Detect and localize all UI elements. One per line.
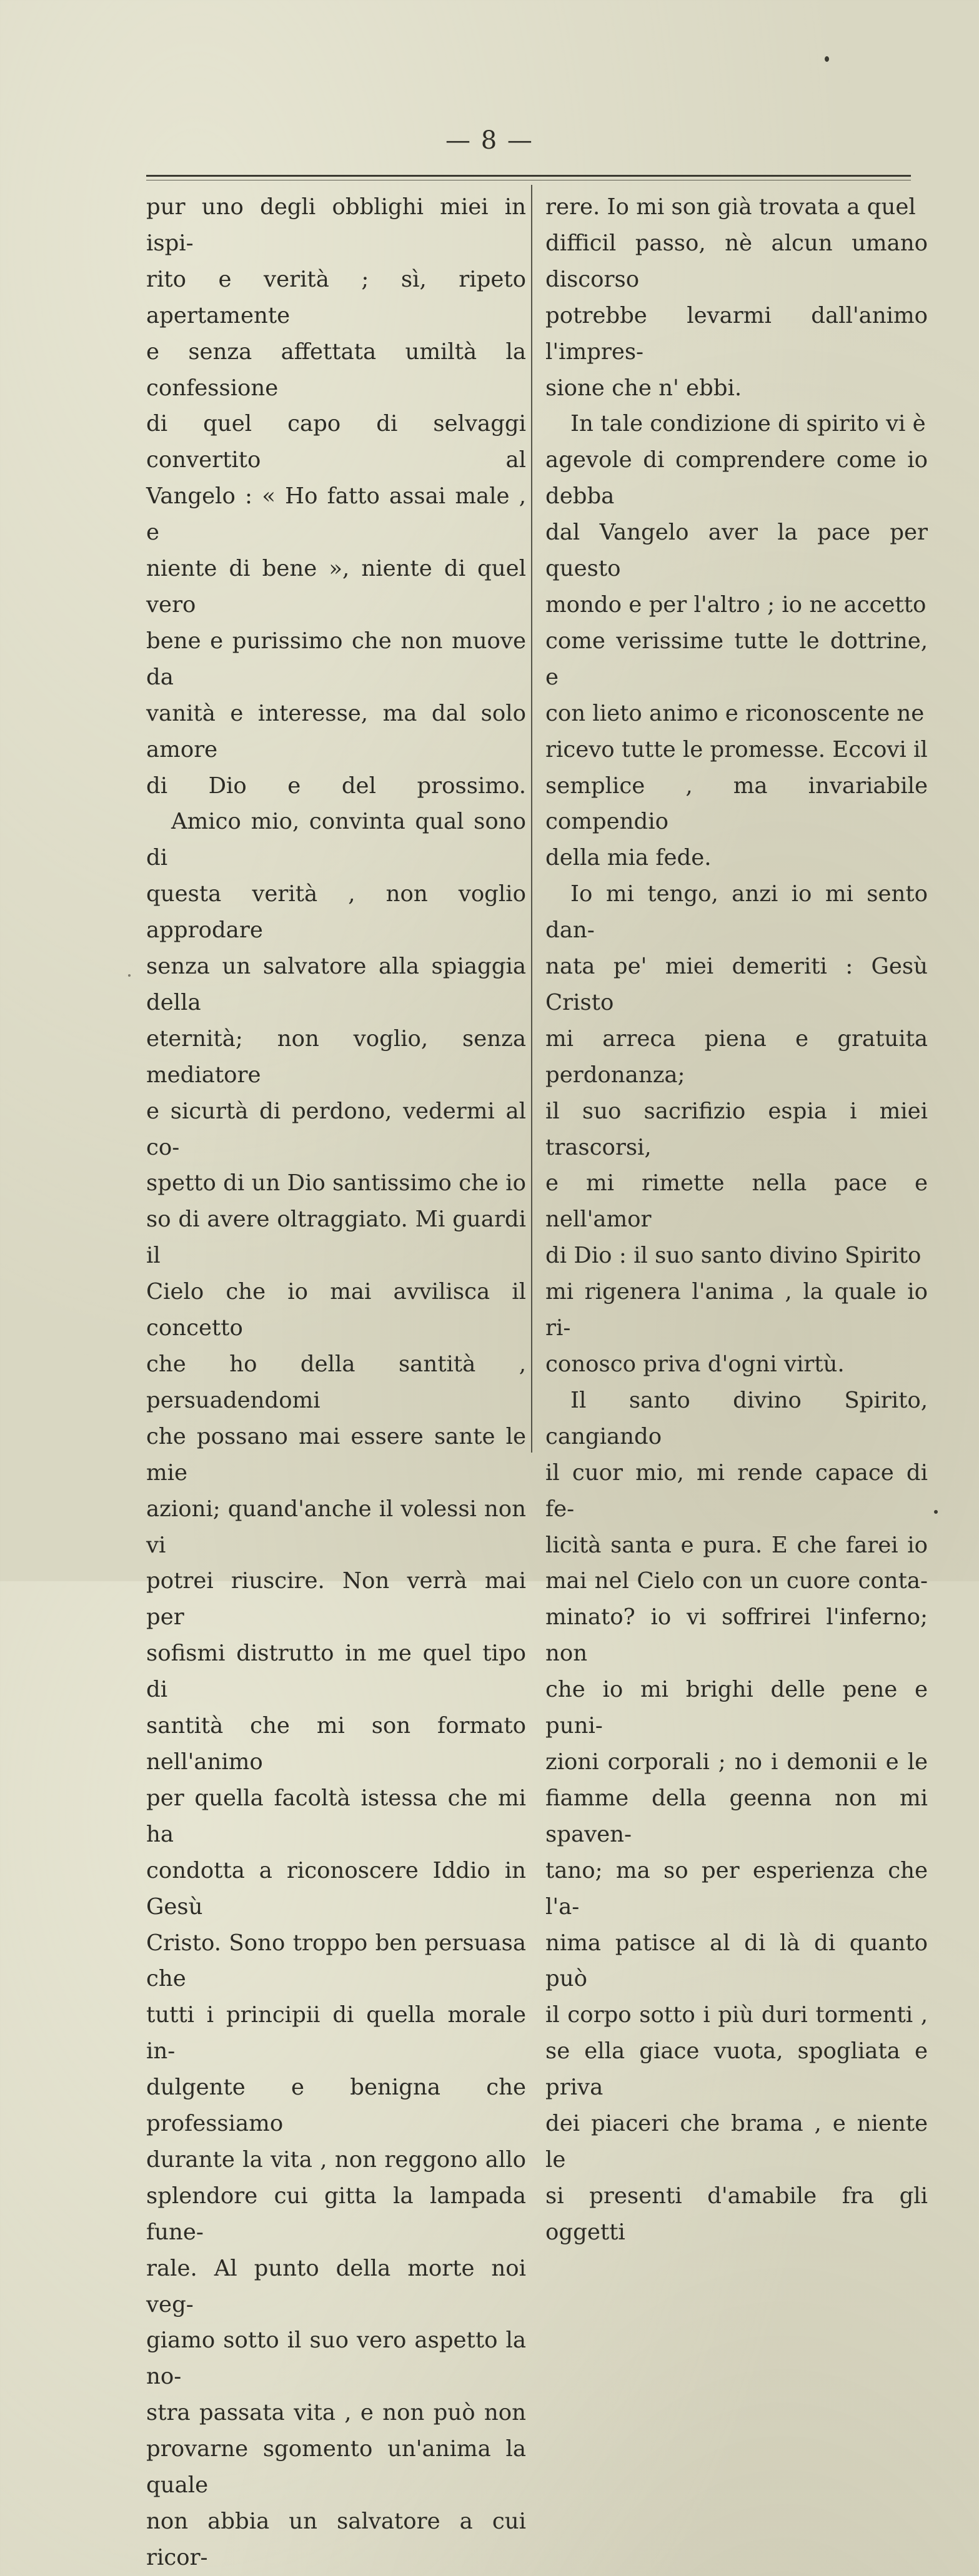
page-number: — 8 —	[445, 126, 534, 155]
header-rule-thick	[146, 175, 911, 177]
paragraph: In tale condizione di spirito vi è agevole di comprendere come io debba dal Vangelo aver la pace per questo mondo e per l'altro ; io ne accetto come verissime tutte le dottrine, e con lieto animo e riconoscente ne ricevo tutte le promesse. Eccovi il semplice , ma invariabile compendio della mia fede.	[545, 411, 928, 871]
right-column	[545, 189, 928, 2251]
paragraph: Io mi tengo, anzi io mi sento dan- nata pe' miei demeriti : Gesù Cristo mi arreca piena e gratuita perdonanza; il suo sacrifizio espia i miei trascorsi, e mi rimette nella pace e nell'amor di Dio : il suo santo divino Spirito mi rigenera l'anima , la quale io ri- conosco priva d'ogni virtù.	[545, 881, 928, 1377]
paragraph: pur uno degli obblighi miei in ispi- rito e verità ; sì, ripeto apertamente e senza affettata umiltà la confessione di quel capo di selvaggi convertito al Vangelo : « Ho fatto assai male , e niente di bene », niente di quel vero bene e purissimo che non muove da vanità e interesse, ma dal solo amore di Dio e del prossimo.	[146, 194, 526, 799]
column-divider	[531, 185, 532, 1453]
paragraph: Il santo divino Spirito, cangiando il cuor mio, mi rende capace di fe- licità santa e pura. E che farei io mai nel Cielo con un cuore conta- minato? io vi soffrirei l'inferno; non che io mi brighi delle pene e puni- zioni corporali ; no i demonii e le fiamme della geenna non mi spaven- tano; ma so per esperienza che l'a- nima patisce al di là di quanto può il corpo sotto i più duri tormenti , se ella giace vuota, spogliata e priva dei piaceri che brama , e niente le si presenti d'amabile fra gli oggetti	[545, 1387, 928, 2245]
left-column	[146, 189, 526, 2576]
paragraph: rere. Io mi son già trovata a quel difficil passo, nè alcun umano discorso potrebbe levarmi dall'animo l'impres- sione che n' ebbi.	[545, 194, 928, 401]
paper-speck	[128, 974, 131, 977]
paragraph: Amico mio, convinta qual sono di questa verità , non voglio approdare senza un salvatore alla spiaggia della eternità; non voglio, senza mediatore e sicurtà di perdono, vedermi al co- spetto di un Dio santissimo che io so di avere oltraggiato. Mi guardi il Cielo che io mai avvilisca il concetto che ho della santità , persuadendomi che possano mai essere sante le mie azioni; quand'anche il volessi non vi potrei riuscire. Non verrà mai per sofismi distrutto in me quel tipo di santità che mi son formato nell'animo per quella facoltà istessa che mi ha condotta a riconoscere Iddio in Gesù Cristo. Sono troppo ben persuasa che tutti i principii di quella morale in- dulgente e benigna che professiamo durante la vita , non reggono allo splendore cui gitta la lampada fune- rale. Al punto della morte noi veg- giamo sotto il suo vero aspetto la no- stra passata vita , e non può non provarne sgomento un'anima la quale non abbia un salvatore a cui ricor-	[146, 809, 526, 2570]
paper-speck	[934, 1510, 938, 1514]
paper-speck	[825, 56, 829, 62]
